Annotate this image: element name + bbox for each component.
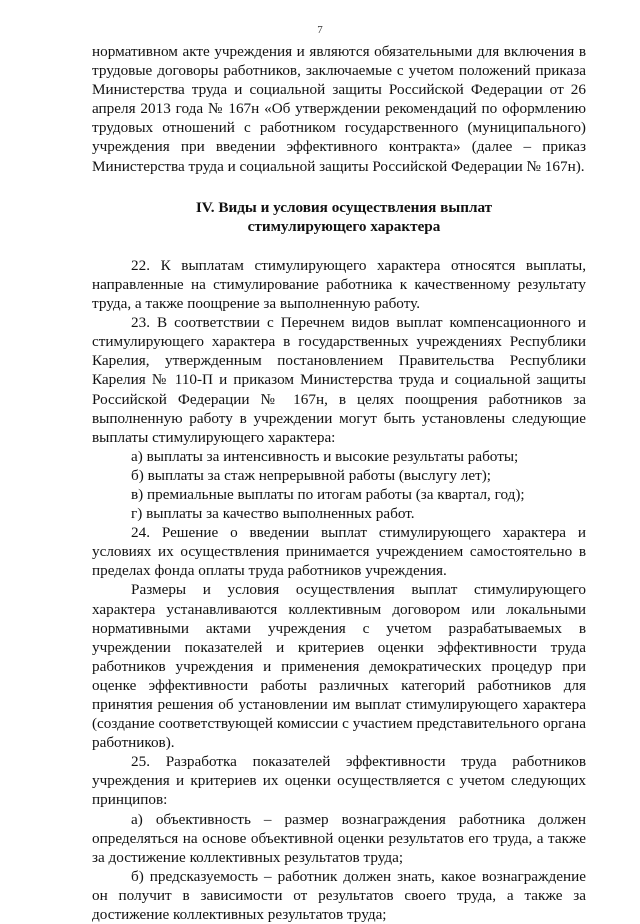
paragraph-22: 22. К выплатам стимулирующего характера относятся выплаты, направленные на стимулирование работника к качественному результату труда, а также поощрение за выполненную работу.	[92, 256, 586, 313]
section-title-line1: IV. Виды и условия осуществления выплат	[195, 198, 493, 216]
paragraph-24: 24. Решение о введении выплат стимулирующего характера и условиях их осуществления принимается учреждением самостоятельно в пределах фонда оплаты труда работников учреждения.	[92, 524, 586, 580]
list-item: в) премиальные выплаты по итогам работы (за квартал, год);	[131, 485, 525, 503]
paragraph-25-a: а) объективность – размер вознаграждения работника должен определяться на основе объективной оценки результатов его труда, а также за достижение коллективных результатов труда;	[92, 810, 586, 866]
list-item: а) выплаты за интенсивность и высокие результаты работы;	[131, 447, 519, 465]
page-content	[92, 42, 586, 924]
section-title-line2: стимулирующего характера	[247, 217, 441, 235]
list-item: г) выплаты за качество выполненных работ.	[131, 505, 415, 523]
paragraph-23: 23. В соответствии с Перечнем видов выплат компенсационного и стимулирующего характера в государственных учреждениях Республики Карелия, утвержденным постановлением Правительства Республики Карелия № 110-П и приказом Министерства труда и социальной защиты Российской Федерации № 167н, в целях поощрения работников за выполненную работу в учреждении могут быть установлены следующие выплаты стимулирующего характера:	[92, 314, 586, 446]
intro-paragraph: нормативном акте учреждения и являются обязательными для включения в трудовые договоры работников, заключаемые с учетом положений приказа Министерства труда и социальной защиты Российской Федерации от 26 апреля 2013 года № 167н «Об утверждении рекомендаций по оформлению трудовых отношений с работником государственного (муниципального) учреждения при введении эффективного контракта» (далее – приказ Министерства труда и социальной защиты Российской Федерации № 167н).	[92, 43, 586, 175]
page-number: 7	[317, 24, 323, 36]
paragraph-25-b: б) предсказуемость – работник должен знать, какое вознаграждение он получит в зависимости от результатов своего труда, а также за достижение коллективных результатов труда;	[92, 867, 586, 924]
section-title	[92, 198, 586, 236]
list-item: б) выплаты за стаж непрерывной работы (выслугу лет);	[131, 466, 492, 484]
spacer	[92, 236, 586, 256]
paragraph-25: 25. Разработка показателей эффективности труда работников учреждения и критериев их оценки осуществляется с учетом следующих принципов:	[92, 753, 586, 809]
paragraph-24-continued: Размеры и условия осуществления выплат стимулирующего характера устанавливаются коллективным договором или локальными нормативными актами учреждения с учетом разрабатываемых в учреждении показателей и критериев оценки эффективности труда работников учреждения и применения демократических процедур при оценке эффективности работы различных категорий работников для принятия решения об установлении им выплат стимулирующего характера (создание соответствующей комиссии с участием представительного органа работников).	[92, 581, 586, 752]
spacer	[92, 176, 586, 198]
